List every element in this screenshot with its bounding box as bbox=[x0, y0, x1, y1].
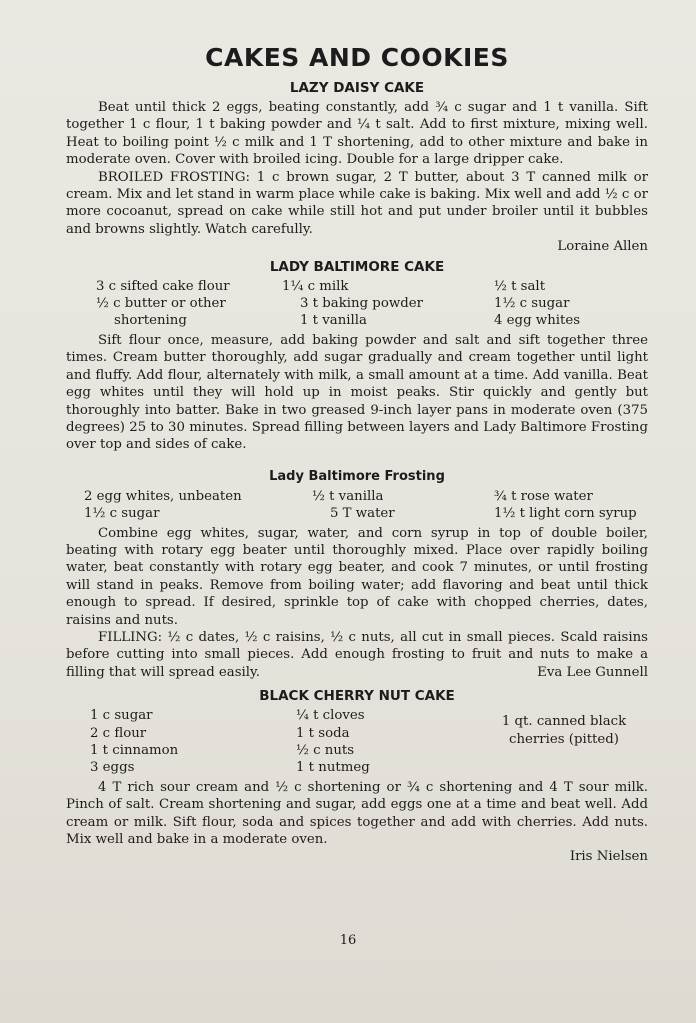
ingredient: cherries (pitted) bbox=[509, 731, 619, 747]
ingredient: 1½ t light corn syrup bbox=[494, 506, 637, 522]
ingredient: 1 qt. canned black bbox=[501, 714, 627, 730]
filling-text: FILLING: ½ c dates, ½ c raisins, ½ c nuts, all cut in small pieces. Scald raisins before cutting into small pieces. Add enough frosting to fruit and nuts to make a filling that will spread easily. bbox=[66, 629, 648, 680]
ingredient: 1½ c sugar bbox=[494, 296, 570, 312]
page-number: 16 bbox=[339, 933, 357, 948]
ingredient: ¼ t cloves bbox=[296, 708, 365, 724]
black-cherry-instructions: 4 T rich sour cream and ½ c shortening or ¾ c shortening and 4 T sour milk. Pinch of salt. Cream shortening and sugar, add eggs one at a time and beat well. Add cream or milk. Sift flour, soda and spices together and add with cherries. Add nuts. Mix well and bake in a moderate oven. bbox=[66, 779, 648, 848]
recipe-title-lazy-daisy: LAZY DAISY CAKE bbox=[289, 80, 425, 96]
frosting-ingredients bbox=[66, 488, 648, 523]
ingredient: 1½ c sugar bbox=[84, 506, 160, 522]
ingredient: 1¼ c milk bbox=[282, 278, 349, 294]
ingredient: 1 t vanilla bbox=[300, 313, 367, 329]
ingredient-column-3 bbox=[480, 707, 648, 748]
ingredient: shortening bbox=[114, 313, 187, 329]
ingredient: ½ c butter or other bbox=[96, 296, 226, 312]
ingredient: 3 c sifted cake flour bbox=[96, 278, 230, 294]
ingredient: ½ c nuts bbox=[296, 743, 355, 758]
author-loraine-allen: Loraine Allen bbox=[557, 239, 648, 255]
ingredient: 1 c sugar bbox=[90, 708, 153, 724]
filling-instructions bbox=[66, 629, 648, 681]
lady-baltimore-instructions: Sift flour once, measure, add baking powder and salt and sift together three times. Cream butter thoroughly, add sugar gradually and cream together until light and fluffy. Add flour, alternately with milk, a small amount at a time. Add vanilla. Beat egg whites until they will hold up in moist peaks. Stir quickly and gently but thoroughly into batter. Bake in two greased 9-inch layer pans in moderate oven (375 degrees) 25 to 30 minutes. Spread filling between layers and Lady Baltimore Frosting over top and sides of cake. bbox=[66, 332, 648, 453]
ingredient: 1 t nutmeg bbox=[296, 760, 370, 776]
ingredient: 3 eggs bbox=[90, 760, 135, 776]
ingredient-column-1 bbox=[66, 707, 296, 777]
recipe-title-lady-baltimore: LADY BALTIMORE CAKE bbox=[269, 258, 445, 275]
ingredient: 2 c flour bbox=[90, 725, 147, 741]
ingredient: 4 egg whites bbox=[494, 313, 581, 329]
page-title: CAKES AND COOKIES bbox=[205, 43, 509, 72]
recipe-title-black-cherry: BLACK CHERRY NUT CAKE bbox=[259, 688, 455, 705]
author-eva-lee-gunnell: Eva Lee Gunnell bbox=[537, 664, 648, 680]
author-iris-nielsen: Iris Nielsen bbox=[569, 849, 648, 865]
recipe-title-lady-baltimore-frosting: Lady Baltimore Frosting bbox=[269, 468, 445, 484]
broiled-frosting-instructions: BROILED FROSTING: 1 c brown sugar, 2 T butter, about 3 T canned milk or cream. Mix and let stand in warm place while cake is baking. Mix well and add ½ c or more cocoanut, spread on cake while still hot and put under broiler until it bubbles and browns slightly. Watch carefully. bbox=[66, 169, 648, 237]
ingredient: ½ t vanilla bbox=[312, 488, 384, 504]
ingredient: 5 T water bbox=[330, 506, 395, 522]
ingredient: ¾ t rose water bbox=[494, 488, 593, 504]
frosting-instructions: Combine egg whites, sugar, water, and corn syrup in top of double boiler, beating with rotary egg beater until thoroughly mixed. Place over rapidly boiling water, beat constantly with rotary egg beater, and cook 7 minutes, or until frosting will stand in peaks. Remove from boiling water; add flavoring and beat until thick enough to spread. If desired, sprinkle top of cake with chopped cherries, dates, raisins and nuts. bbox=[66, 525, 648, 628]
lazy-daisy-instructions: Beat until thick 2 eggs, beating constantly, add ¾ c sugar and 1 t vanilla. Sift together 1 c flour, 1 t baking powder and ¼ t salt. Add to first mixture, mixing well. Heat to boiling point ½ c milk and 1 T shortening, add to other mixture and bake in moderate oven. Cover with broiled icing. Double for a large dripper cake. bbox=[66, 100, 648, 168]
ingredient: 1 t cinnamon bbox=[90, 743, 179, 758]
ingredient: 3 t baking powder bbox=[300, 296, 423, 312]
ingredient: ½ t salt bbox=[494, 278, 546, 294]
black-cherry-ingredients bbox=[66, 707, 648, 777]
ingredient: 1 t soda bbox=[296, 725, 350, 741]
ingredient: 2 egg whites, unbeaten bbox=[84, 488, 242, 504]
lady-baltimore-ingredients bbox=[66, 278, 648, 330]
ingredient-column-2 bbox=[296, 707, 480, 777]
